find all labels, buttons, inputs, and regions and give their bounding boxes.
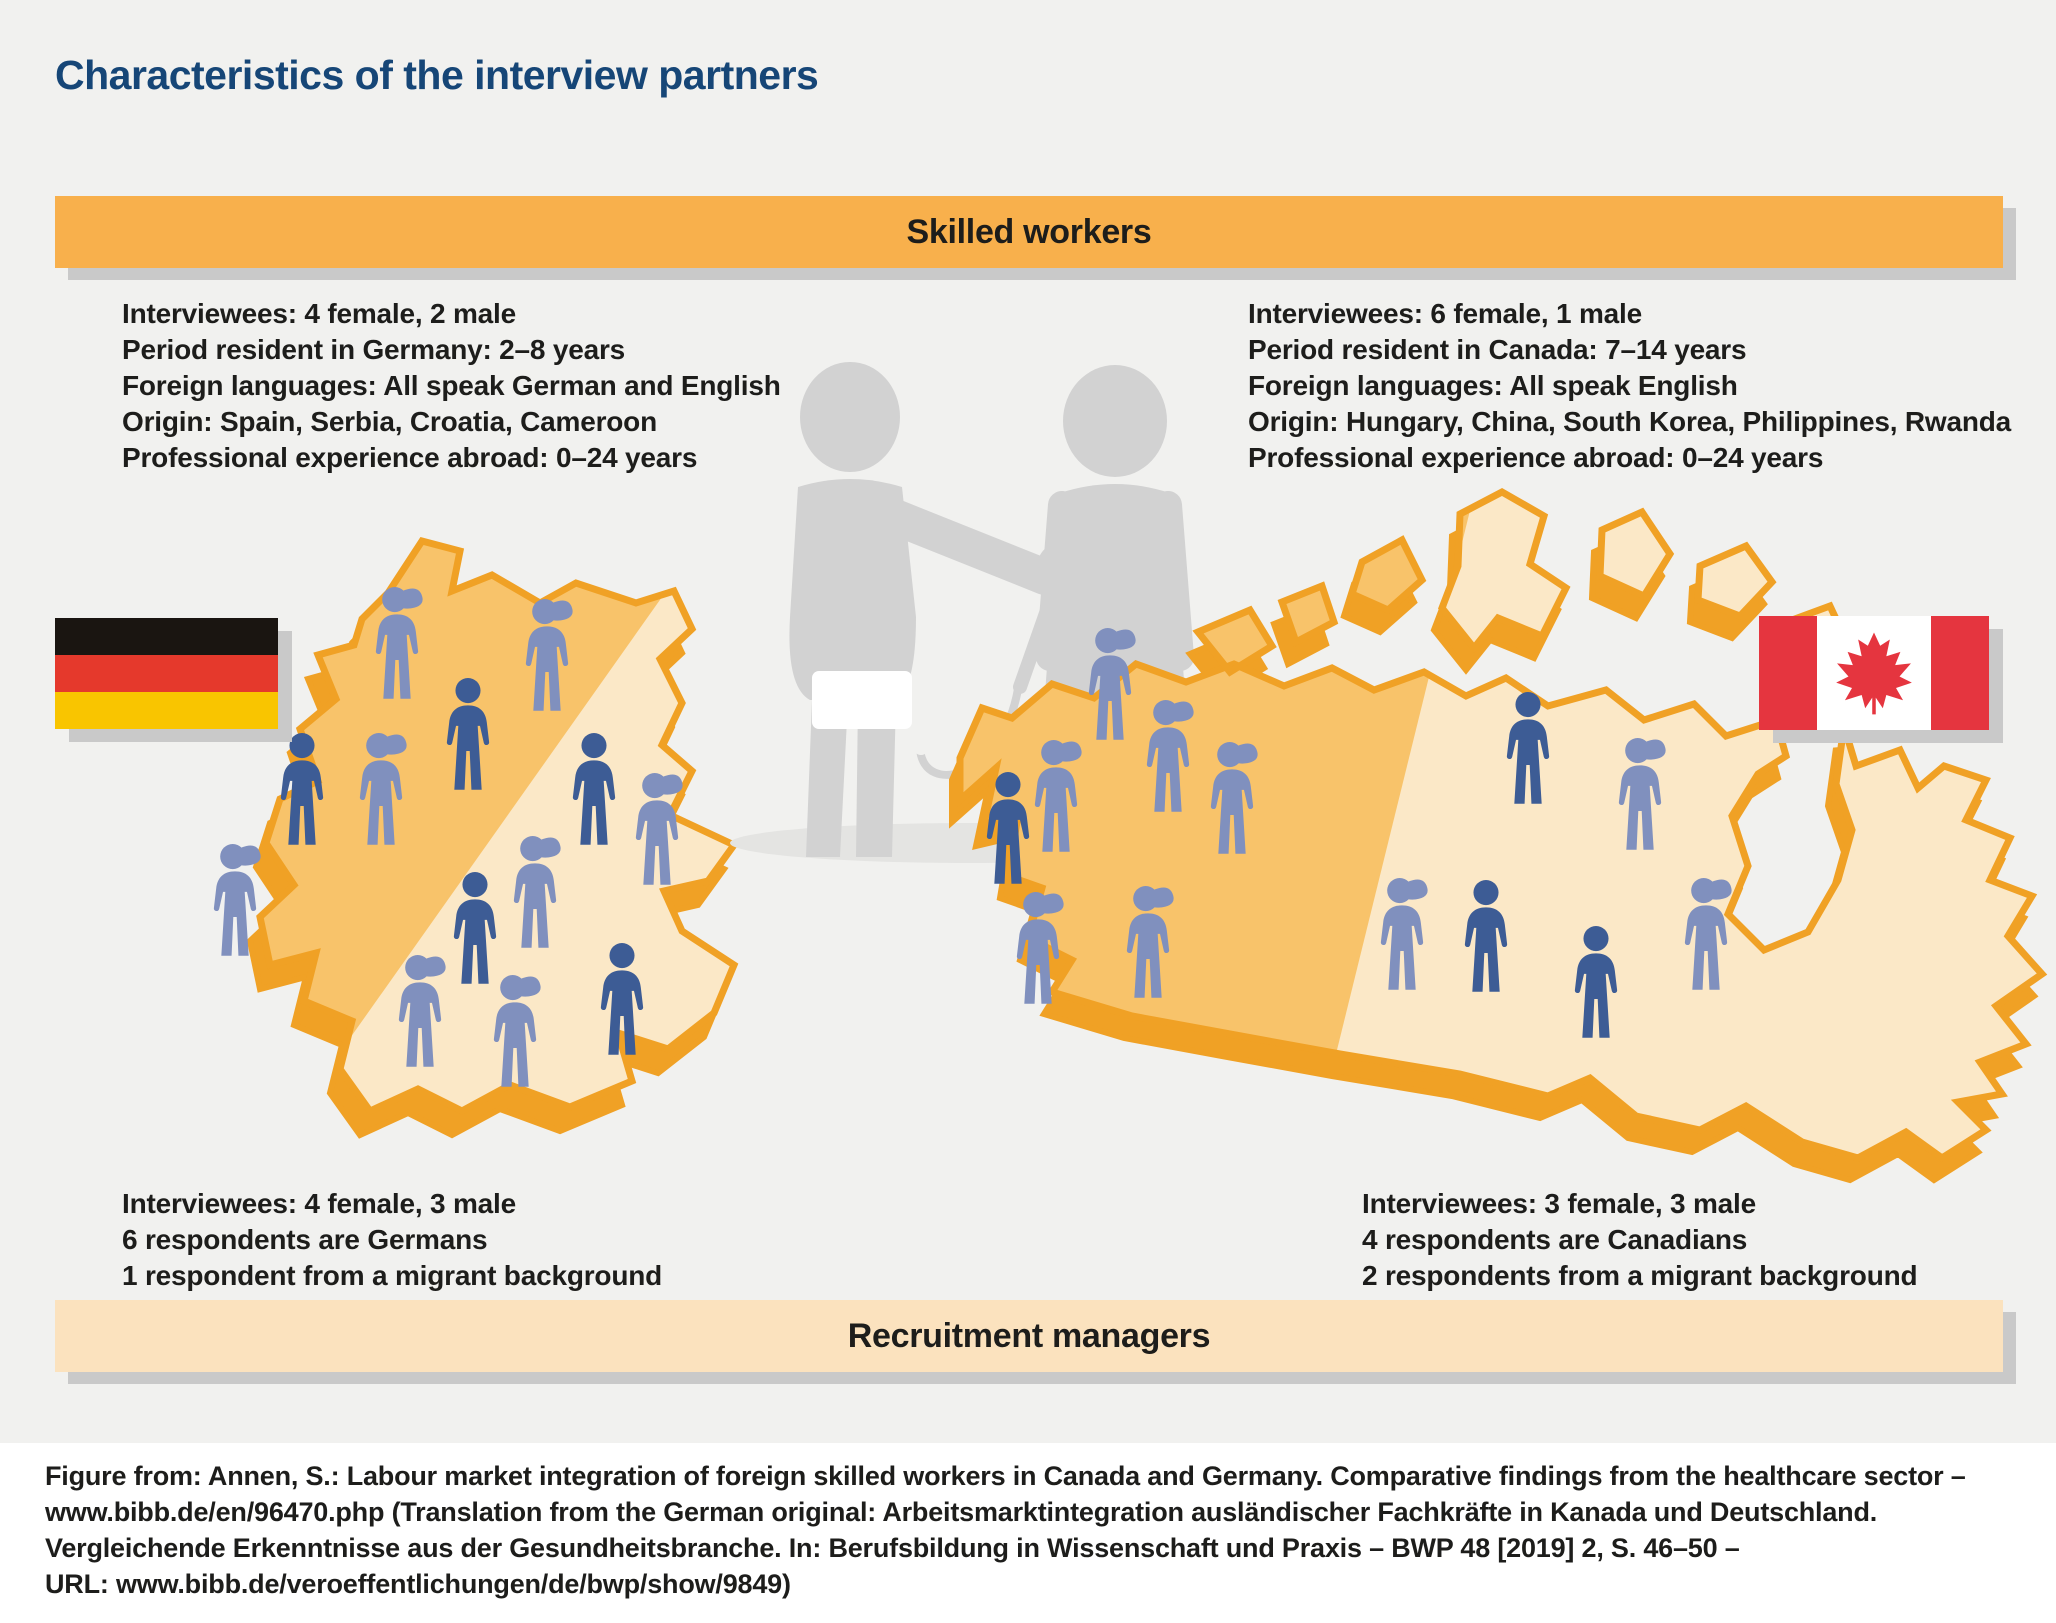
- page-title: Characteristics of the interview partners: [55, 52, 819, 98]
- info-line: 2 respondents from a migrant background: [1362, 1260, 1918, 1291]
- info-line: Professional experience abroad: 0–24 years: [1248, 442, 1824, 473]
- info-line: 4 respondents are Canadians: [1362, 1224, 1748, 1255]
- info-line: Period resident in Canada: 7–14 years: [1248, 334, 1747, 365]
- canadian-flag-left-bar: [1759, 616, 1817, 730]
- caption-line: URL: www.bibb.de/veroeffentlichungen/de/bwp/show/9849): [45, 1569, 791, 1599]
- germany-recruiters-info: [122, 1186, 662, 1294]
- info-line: Period resident in Germany: 2–8 years: [122, 334, 626, 365]
- info-line: Origin: Hungary, China, South Korea, Philippines, Rwanda: [1248, 406, 2012, 437]
- recruitment-managers-banner-label: Recruitment managers: [847, 1316, 1211, 1355]
- caption-line: Vergleichende Erkenntnisse aus der Gesundheitsbranche. In: Berufsbildung in Wissenschaft und Praxis – BWP 48 [2019] 2, S. 46–50 –: [45, 1533, 1740, 1563]
- canada-map: [900, 470, 2050, 1200]
- info-line: Professional experience abroad: 0–24 years: [122, 442, 698, 473]
- info-line: 1 respondent from a migrant background: [122, 1260, 663, 1291]
- german-flag-gold-stripe: [55, 692, 278, 729]
- canadian-flag-right-bar: [1931, 616, 1989, 730]
- info-line: Foreign languages: All speak English: [1248, 370, 1738, 401]
- recruitment-managers-banner: [55, 1300, 2003, 1372]
- caption-line: www.bibb.de/en/96470.php (Translation from the German original: Arbeitsmarktintegration ausländischer Fachkräfte in Kanada und Deutschland.: [45, 1497, 1878, 1527]
- info-line: Origin: Spain, Serbia, Croatia, Cameroon: [122, 406, 657, 437]
- maple-leaf-icon: [1830, 627, 1918, 719]
- german-flag-black-stripe: [55, 618, 278, 655]
- interviewer-bag: [812, 671, 912, 729]
- canadian-flag-icon: [1759, 616, 1989, 730]
- skilled-workers-banner-label: Skilled workers: [906, 212, 1152, 251]
- canada-skilled-info: [1248, 296, 2011, 476]
- info-line: Interviewees: 4 female, 2 male: [122, 298, 516, 329]
- german-flag-red-stripe: [55, 655, 278, 692]
- info-line: Interviewees: 3 female, 3 male: [1362, 1188, 1756, 1219]
- skilled-workers-banner: [55, 196, 2003, 268]
- caption-line: Figure from: Annen, S.: Labour market integration of foreign skilled workers in Canada and Germany. Comparative findings from the healthcare sector –: [45, 1461, 1966, 1491]
- canada-recruiters-info: [1362, 1186, 1917, 1294]
- info-line: 6 respondents are Germans: [122, 1224, 488, 1255]
- info-line: Interviewees: 6 female, 1 male: [1248, 298, 1642, 329]
- german-flag-icon: [55, 618, 278, 729]
- info-line: Interviewees: 4 female, 3 male: [122, 1188, 516, 1219]
- info-line: Foreign languages: All speak German and English: [122, 370, 781, 401]
- figure-caption: [45, 1458, 1966, 1602]
- germany-skilled-info: [122, 296, 781, 476]
